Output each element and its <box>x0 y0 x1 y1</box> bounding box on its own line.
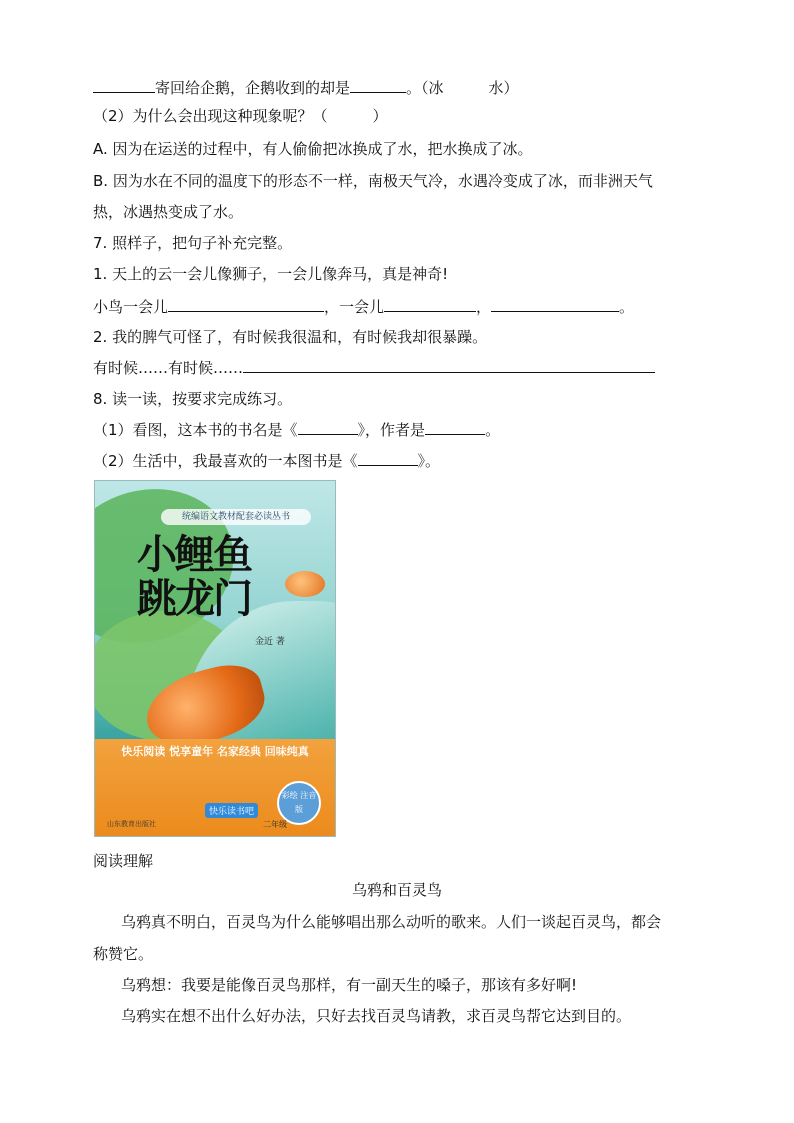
example-1: 1. 天上的云一会儿像狮子，一会儿像奔马，真是神奇! <box>93 265 449 283</box>
text: （2）生活中，我最喜欢的一本图书是《 <box>93 452 358 470</box>
passage-title: 乌鸦和百灵鸟 <box>351 881 442 899</box>
question-line-1 <box>93 76 519 99</box>
question-2: （2）为什么会出现这种现象呢？（ ） <box>93 107 388 125</box>
option-b: B. 因为水在不同的温度下的形态不一样，南极天气冷，水遇冷变成了冰，而非洲天气 <box>93 172 653 190</box>
text: 。 <box>485 421 501 439</box>
blank[interactable] <box>491 295 619 312</box>
blank[interactable] <box>168 295 324 312</box>
question-7: 7. 照样子，把句子补充完整。 <box>93 234 293 252</box>
question-8-1 <box>93 418 500 441</box>
text: 。（冰 水） <box>406 79 519 97</box>
fill-line-1 <box>93 295 634 318</box>
edition-badge: 彩绘 注音版 <box>277 781 321 825</box>
book-slogan: 快乐阅读 悦享童年 名家经典 回味纯真 <box>121 745 309 758</box>
text: （1）看图，这本书的书名是《 <box>93 421 298 439</box>
blank[interactable] <box>384 295 476 312</box>
option-b-cont: 热，冰遇热变成了水。 <box>93 203 244 221</box>
carp-illustration <box>285 571 325 597</box>
blank[interactable] <box>425 418 485 435</box>
book-series: 统编语文教材配套必读丛书 <box>161 509 311 525</box>
question-8: 8. 读一读，按要求完成练习。 <box>93 390 293 408</box>
paragraph-2: 乌鸦想：我要是能像百灵鸟那样，有一副天生的嗓子，那该有多好啊! <box>121 976 578 994</box>
text: 》，作者是 <box>357 421 426 439</box>
text: 》。 <box>417 452 441 470</box>
book-title-line: 跳龙门 <box>137 575 251 622</box>
paragraph-1: 乌鸦真不明白，百灵鸟为什么能够唱出那么动听的歌来。人们一谈起百灵鸟，都会 <box>121 913 662 931</box>
text: 寄回给企鹅，企鹅收到的却是 <box>155 79 351 97</box>
blank[interactable] <box>243 356 655 373</box>
book-title <box>137 533 251 621</box>
example-2: 2. 我的脾气可怪了，有时候我很温和，有时候我却很暴躁。 <box>93 328 488 346</box>
question-8-2 <box>93 449 440 472</box>
text: ， <box>476 298 492 316</box>
publisher: 山东教育出版社 <box>107 820 156 828</box>
series-tag: 快乐读书吧 <box>205 803 258 818</box>
section-heading: 阅读理解 <box>93 852 154 870</box>
book-author: 金近 著 <box>255 637 285 647</box>
blank[interactable] <box>298 418 358 435</box>
text: 。 <box>619 298 635 316</box>
book-title-line: 小鲤鱼 <box>137 531 251 578</box>
text: 小鸟一会儿 <box>93 298 169 316</box>
text: 有时候……有时候…… <box>93 359 244 377</box>
paragraph-1-cont: 称赞它。 <box>93 945 154 963</box>
paragraph-3: 乌鸦实在想不出什么好办法，只好去找百灵鸟请教，求百灵鸟帮它达到目的。 <box>121 1007 632 1025</box>
option-a: A. 因为在运送的过程中，有人偷偷把冰换成了水，把水换成了冰。 <box>93 140 533 158</box>
blank[interactable] <box>93 76 155 93</box>
text: ，一会儿 <box>324 298 385 316</box>
grade-label: 二年级 <box>263 820 287 829</box>
book-cover-image <box>95 481 335 836</box>
fill-line-2 <box>93 356 655 379</box>
blank[interactable] <box>350 76 406 93</box>
blank[interactable] <box>358 449 418 466</box>
